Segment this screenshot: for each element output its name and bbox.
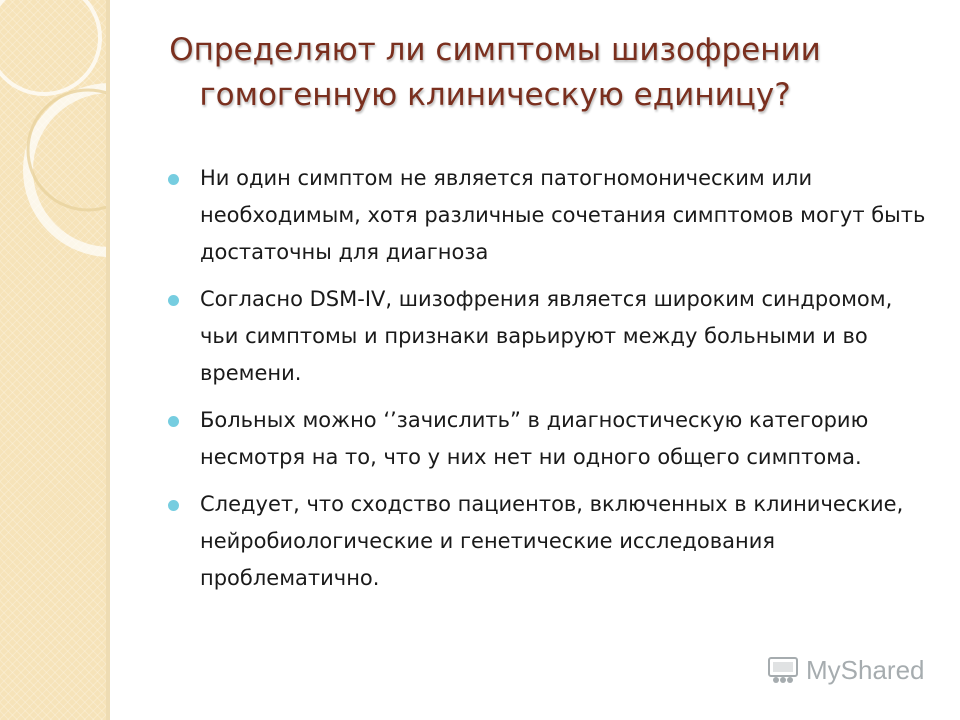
bullet-item [168,486,928,597]
bullet-dot-icon [168,295,179,306]
bullet-list [168,160,928,607]
bullet-item [168,281,928,392]
left-decorative-band [0,0,110,720]
bullet-text: Согласно DSM-IV, шизофрения является широким синдромом, чьи симптомы и признаки варьируют между больными и во времени. [200,287,893,385]
band-edge-divider [106,0,110,720]
bullet-text: Следует, что сходство пациентов, включенных в клинические, нейробиологические и генетические исследования проблематично. [200,492,904,590]
bullet-dot-icon [168,416,179,427]
classroom-icon [766,656,800,686]
bullet-item [168,402,928,476]
watermark-text: MyShared [806,655,925,685]
bullet-dot-icon [168,174,179,185]
slide-title: Определяют ли симптомы шизофрении гомогенную клиническую единицу? [169,32,821,113]
bullet-dot-icon [168,500,179,511]
bullet-text: Больных можно ‘’зачислить” в диагностическую категорию несмотря на то, что у них нет ни одного общего симптома. [200,408,869,469]
bullet-text: Ни один симптом не является патогномоническим или необходимым, хотя различные сочетания симптомов могут быть достаточны для диагноза [200,166,926,264]
bullet-item [168,160,928,271]
decorative-circles-icon [0,0,110,720]
watermark [766,655,925,686]
